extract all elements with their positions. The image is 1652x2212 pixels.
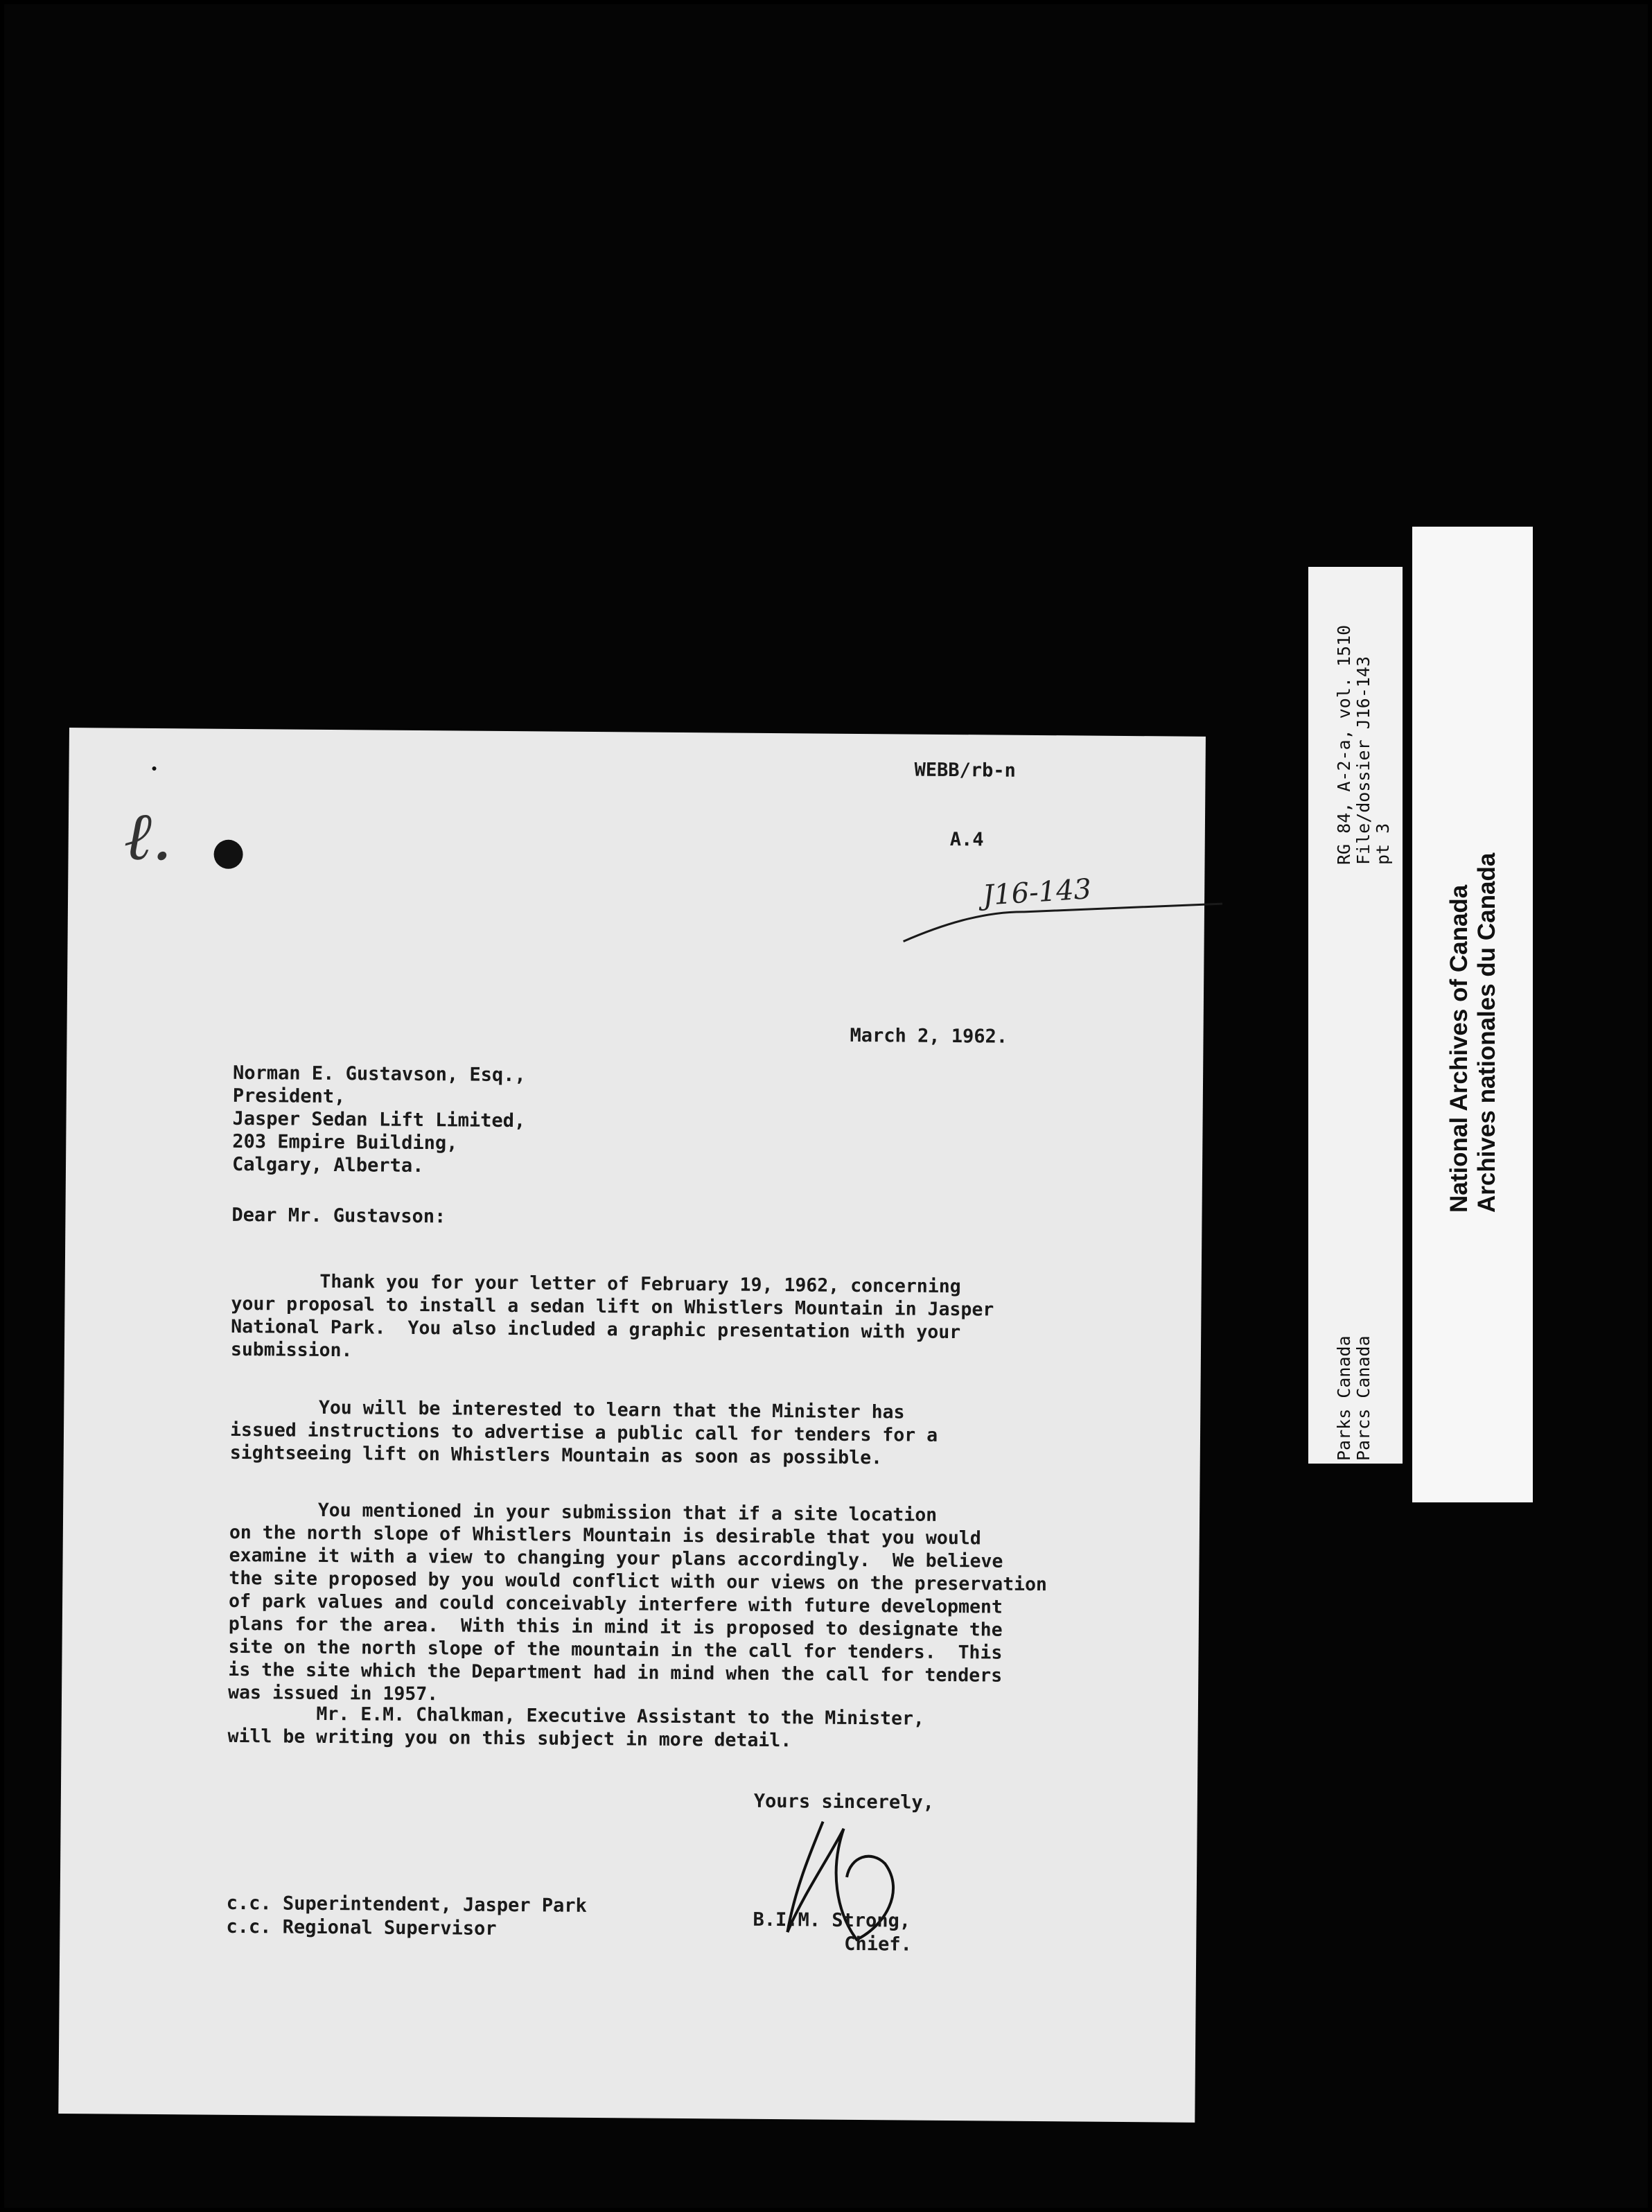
- text-line: sightseeing lift on Whistlers Mountain as soon as possible.: [229, 1441, 883, 1469]
- signer-title: Chief.: [844, 1933, 912, 1956]
- handwritten-file-number: J16-143: [981, 873, 1093, 912]
- text-line: site on the north slope of the mountain in the call for tenders. This: [228, 1635, 1003, 1664]
- recipient-address: [232, 1062, 526, 1178]
- salutation: Dear Mr. Gustavson:: [231, 1204, 446, 1228]
- address-line: Calgary, Alberta.: [231, 1153, 424, 1177]
- carbon-copy-list: [226, 1892, 587, 1942]
- text-line: was issued in 1957.: [227, 1681, 439, 1705]
- agency-label: [1335, 1335, 1373, 1461]
- letter-page: [58, 728, 1206, 2123]
- text-line: You mentioned in your submission that if a site location: [229, 1498, 938, 1526]
- closing: Yours sincerely,: [753, 1790, 935, 1814]
- handwritten-mark: ℓ.: [123, 797, 173, 876]
- text-line: examine it with a view to changing your plans accordingly. We believe: [229, 1544, 1003, 1572]
- text-line: Thank you for your letter of February 19, 1962, concerning: [231, 1270, 961, 1298]
- text-line: is the site which the Department had in mind when the call for tenders: [228, 1658, 1003, 1687]
- archive-reference: [1335, 625, 1393, 865]
- punch-hole: [213, 840, 243, 869]
- file-number-underline: [899, 883, 1233, 948]
- reference-code: WEBB/rb-n: [914, 759, 1016, 782]
- paragraph-4: [227, 1702, 1135, 1755]
- cc-line: c.c. Regional Supervisor: [226, 1915, 497, 1940]
- text-line: Mr. E.M. Chalkman, Executive Assistant to the Minister,: [227, 1702, 925, 1730]
- text-line: your proposal to install a sedan lift on Whistlers Mountain in Jasper: [231, 1292, 994, 1321]
- address-line: President,: [232, 1085, 346, 1108]
- institution-line: Archives nationales du Canada: [1473, 852, 1500, 1213]
- text-line: issued instructions to advertise a public call for tenders for a: [229, 1419, 938, 1446]
- reference-line: File/dossier J16-143: [1353, 656, 1373, 865]
- text-line: plans for the area. With this in mind it is proposed to designate the: [228, 1613, 1003, 1641]
- letter-date: March 2, 1962.: [850, 1024, 1008, 1048]
- annotation: A.4: [949, 828, 984, 851]
- paragraph-1: [231, 1270, 1139, 1368]
- address-line: Jasper Sedan Lift Limited,: [232, 1107, 526, 1132]
- speck: [152, 766, 157, 771]
- agency-line: Parks Canada: [1334, 1335, 1354, 1461]
- text-line: submission.: [230, 1338, 353, 1362]
- agency-line: Parcs Canada: [1353, 1335, 1373, 1461]
- text-line: on the north slope of Whistlers Mountain is desirable that you would: [229, 1521, 981, 1550]
- archives-institution-strip: [1412, 527, 1533, 1502]
- reference-line: pt 3: [1373, 823, 1393, 865]
- text-line: the site proposed by you would conflict with our views on the preservation: [229, 1567, 1048, 1596]
- text-line: will be writing you on this subject in more detail.: [227, 1725, 792, 1752]
- address-line: 203 Empire Building,: [232, 1130, 458, 1155]
- signer-block: [753, 1908, 912, 1957]
- paragraph-3: [228, 1498, 1137, 1711]
- paragraph-2: [230, 1396, 1139, 1471]
- archive-reference-strip: [1308, 567, 1403, 1464]
- institution-label: [1446, 853, 1501, 1213]
- address-line: Norman E. Gustavson, Esq.,: [232, 1062, 526, 1087]
- text-line: of park values and could conceivably interfere with future development: [228, 1590, 1003, 1618]
- institution-line: National Archives of Canada: [1446, 884, 1473, 1213]
- cc-line: c.c. Superintendent, Jasper Park: [226, 1892, 587, 1917]
- signer-name: B.I.M. Strong,: [753, 1908, 911, 1932]
- reference-line: RG 84, A-2-a, vol. 1510: [1334, 624, 1354, 865]
- text-line: National Park. You also included a graphic presentation with your: [231, 1315, 961, 1344]
- text-line: You will be interested to learn that the Minister has: [230, 1396, 905, 1423]
